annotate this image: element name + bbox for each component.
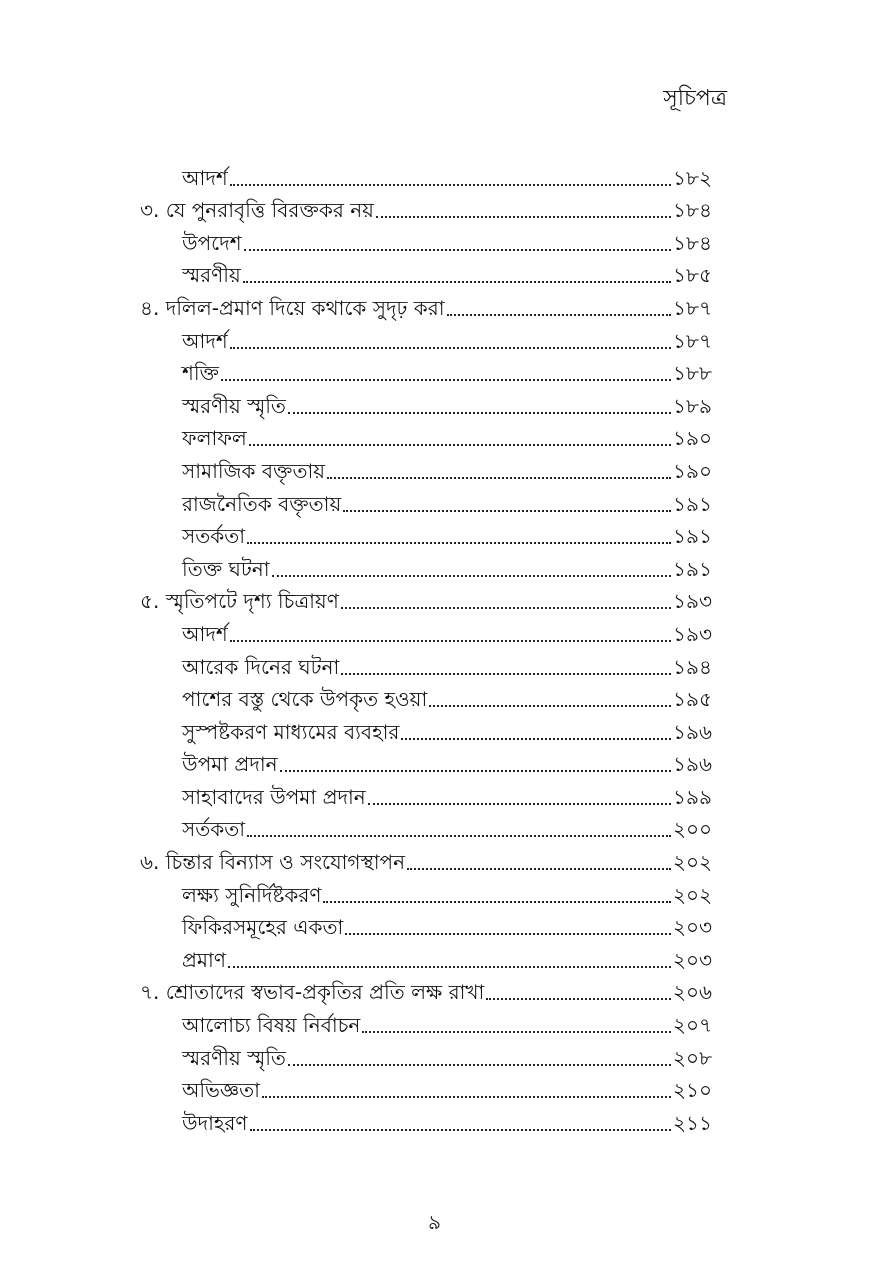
dot-leader bbox=[327, 476, 671, 479]
toc-entry-label: স্মরণীয় bbox=[182, 263, 241, 288]
toc-entry-page: ২০৮ bbox=[673, 1045, 712, 1070]
toc-entry-page: ২১১ bbox=[673, 1110, 712, 1135]
toc-entry-label: সাহাবাদের উপমা প্রদান bbox=[182, 784, 366, 809]
toc-entry bbox=[140, 486, 715, 519]
toc-entry bbox=[140, 323, 715, 356]
dot-leader bbox=[230, 639, 671, 642]
toc-entry-page: ২০৩ bbox=[673, 915, 713, 940]
toc-entry-page: ১৯৩ bbox=[673, 621, 712, 646]
toc-entry bbox=[140, 616, 715, 649]
dot-leader bbox=[262, 1095, 671, 1098]
toc-entry bbox=[140, 519, 715, 552]
dot-leader bbox=[230, 183, 671, 186]
dot-leader bbox=[247, 834, 671, 837]
toc-entry-label: স্মরণীয় স্মৃতি bbox=[182, 1045, 286, 1070]
toc-entry-number: ৬. bbox=[140, 850, 166, 875]
toc-entry-label: স্মরণীয় স্মৃতি bbox=[182, 393, 286, 418]
toc-entry-page: ১৮৭ bbox=[673, 328, 712, 353]
dot-leader bbox=[228, 965, 671, 968]
dot-leader bbox=[288, 1063, 671, 1066]
page-number: ৯ bbox=[428, 1210, 441, 1234]
toc-entry-label: রাজনৈতিক বক্তৃতায় bbox=[182, 491, 342, 516]
toc-entry bbox=[140, 779, 715, 812]
toc-entry-page: ১৯৯ bbox=[673, 784, 712, 809]
dot-leader bbox=[280, 769, 671, 772]
toc-entry-label: আদর্শ bbox=[182, 621, 228, 646]
dot-leader bbox=[341, 672, 671, 675]
toc-entry-page: ২০০ bbox=[673, 817, 713, 842]
toc-entry-label: দলিল-প্রমাণ দিয়ে কথাকে সুদৃঢ় করা bbox=[165, 295, 445, 320]
toc-entry-page: ১৯৬ bbox=[673, 719, 712, 744]
toc-entry bbox=[140, 160, 715, 193]
dot-leader bbox=[288, 411, 671, 414]
toc-entry bbox=[140, 1007, 715, 1040]
toc-entry bbox=[140, 649, 715, 682]
toc-entry bbox=[140, 812, 715, 845]
toc-entry-number: ৩. bbox=[140, 198, 166, 223]
toc-entry bbox=[140, 844, 715, 877]
dot-leader bbox=[345, 932, 671, 935]
toc-entry-label: যে পুনরাবৃত্তি বিরক্তকর নয় bbox=[165, 198, 374, 223]
toc-entry-page: ২০৬ bbox=[673, 980, 713, 1005]
toc-entry-page: ১৯৩ bbox=[673, 589, 712, 614]
toc-entry bbox=[140, 1105, 715, 1138]
toc-entry-page: ১৯০ bbox=[673, 426, 712, 451]
toc-entry-page: ২০৭ bbox=[673, 1013, 713, 1038]
toc-entry-page: ১৯১ bbox=[673, 556, 712, 581]
toc-entry-page: ১৮২ bbox=[673, 165, 712, 190]
toc-entry-label: পাশের বস্তু থেকে উপকৃত হওয়া bbox=[182, 687, 428, 712]
toc-entry-page: ১৯৬ bbox=[673, 752, 712, 777]
toc-entry-number: ৭. bbox=[140, 980, 166, 1005]
toc-entry bbox=[140, 877, 715, 910]
toc-entry-page: ১৮৯ bbox=[673, 393, 712, 418]
toc-entry-label: চিন্তার বিন্যাস ও সংযোগস্থাপন bbox=[165, 850, 406, 875]
dot-leader bbox=[221, 378, 671, 381]
toc-entry-label: শক্তি bbox=[182, 361, 219, 386]
dot-leader bbox=[362, 1030, 671, 1033]
toc-entry bbox=[140, 1073, 715, 1106]
dot-leader bbox=[243, 280, 671, 283]
toc-entry-page: ১৯০ bbox=[673, 458, 712, 483]
toc-entry-label: আদর্শ bbox=[182, 328, 228, 353]
toc-entry-label: সামাজিক বক্তৃতায় bbox=[182, 458, 326, 483]
toc-entry-label: প্রমাণ bbox=[182, 947, 226, 972]
toc-entry-label: আদর্শ bbox=[182, 165, 228, 190]
toc-entry bbox=[140, 225, 715, 258]
toc-entry-page: ২১০ bbox=[673, 1078, 712, 1103]
dot-leader bbox=[341, 606, 671, 609]
toc-entry bbox=[140, 975, 715, 1008]
toc-entry-label: অভিজ্ঞতা bbox=[182, 1078, 260, 1103]
toc-entry bbox=[140, 290, 715, 323]
toc-entry-label: শ্রোতাদের স্বভাব-প্রকৃতির প্রতি লক্ষ রাখা bbox=[165, 980, 485, 1005]
dot-leader bbox=[401, 737, 671, 740]
toc-entry bbox=[140, 584, 715, 617]
toc-entry bbox=[140, 388, 715, 421]
toc-entry-label: উপমা প্রদান bbox=[182, 752, 278, 777]
toc-entry bbox=[140, 551, 715, 584]
toc-entry-label: সতর্কতা bbox=[182, 524, 246, 549]
toc-entry-number: ৪. bbox=[140, 295, 166, 320]
dot-leader bbox=[407, 867, 671, 870]
toc-entry-page: ১৯১ bbox=[673, 524, 712, 549]
toc-entry bbox=[140, 453, 715, 486]
dot-leader bbox=[486, 997, 671, 1000]
toc-entry bbox=[140, 682, 715, 715]
dot-leader bbox=[249, 443, 671, 446]
dot-leader bbox=[323, 900, 671, 903]
dot-leader bbox=[230, 346, 671, 349]
toc-entry bbox=[140, 747, 715, 780]
dot-leader bbox=[250, 1128, 672, 1131]
toc-entry-page: ১৮৭ bbox=[673, 295, 712, 320]
table-of-contents bbox=[140, 160, 715, 1138]
toc-entry bbox=[140, 910, 715, 943]
toc-entry-page: ১৯৫ bbox=[673, 687, 712, 712]
toc-entry-label: উপদেশ bbox=[182, 230, 242, 255]
toc-entry-label: ফিকিরসমূহের একতা bbox=[182, 915, 344, 940]
toc-entry-page: ১৮৫ bbox=[673, 263, 712, 288]
toc-entry-label: সর্তকতা bbox=[182, 817, 246, 842]
toc-entry-page: ১৮৪ bbox=[673, 198, 712, 223]
dot-leader bbox=[429, 704, 671, 707]
toc-entry-page: ২০২ bbox=[673, 850, 713, 875]
dot-leader bbox=[244, 248, 671, 251]
dot-leader bbox=[272, 574, 671, 577]
toc-entry-page: ১৯১ bbox=[673, 491, 712, 516]
page-header-title: সূচিপত্র bbox=[663, 86, 727, 111]
toc-entry-label: ফলাফল bbox=[182, 426, 247, 451]
toc-entry bbox=[140, 942, 715, 975]
toc-entry-label: আরেক দিনের ঘটনা bbox=[182, 654, 340, 679]
toc-entry-label: সুস্পষ্টকরণ মাধ্যমের ব্যবহার bbox=[182, 719, 400, 744]
toc-entry-label: তিক্ত ঘটনা bbox=[182, 556, 270, 581]
toc-entry-page: ১৮৮ bbox=[673, 361, 712, 386]
toc-entry-label: আলোচ্য বিষয় নির্বাচন bbox=[182, 1013, 361, 1038]
toc-entry-number: ৫. bbox=[140, 589, 166, 614]
dot-leader bbox=[368, 802, 671, 805]
toc-entry bbox=[140, 421, 715, 454]
toc-entry bbox=[140, 1040, 715, 1073]
toc-entry-page: ২০২ bbox=[673, 882, 713, 907]
dot-leader bbox=[343, 509, 671, 512]
toc-entry bbox=[140, 714, 715, 747]
dot-leader bbox=[247, 541, 671, 544]
toc-entry bbox=[140, 356, 715, 389]
toc-entry-page: ১৯৪ bbox=[673, 654, 712, 679]
toc-entry-label: উদাহরণ bbox=[182, 1110, 248, 1135]
toc-entry-page: ১৮৪ bbox=[673, 230, 712, 255]
toc-entry bbox=[140, 193, 715, 226]
dot-leader bbox=[447, 313, 671, 316]
toc-entry-label: স্মৃতিপটে দৃশ্য চিত্রায়ণ bbox=[165, 589, 339, 614]
toc-entry-page: ২০৩ bbox=[673, 947, 713, 972]
toc-entry bbox=[140, 258, 715, 291]
toc-entry-label: লক্ষ্য সুনির্দিষ্টকরণ bbox=[182, 882, 322, 907]
dot-leader bbox=[376, 215, 671, 218]
